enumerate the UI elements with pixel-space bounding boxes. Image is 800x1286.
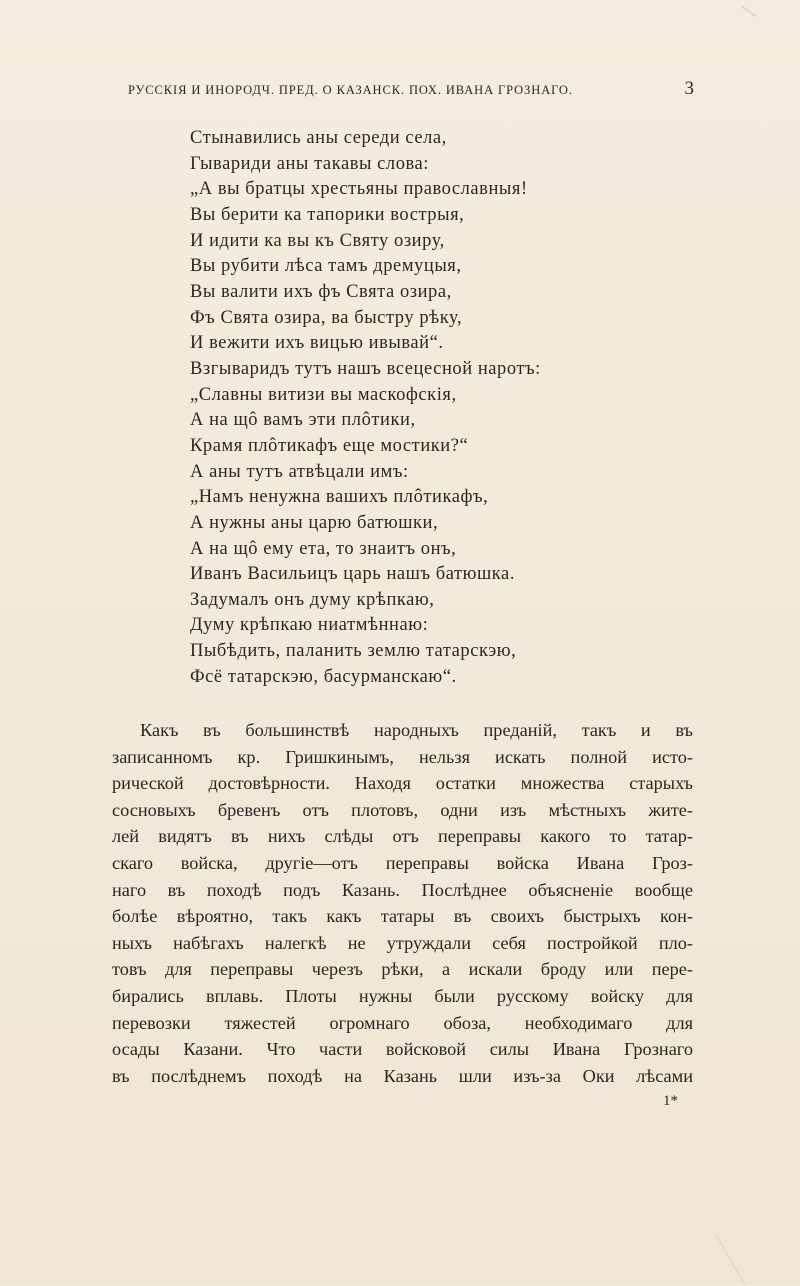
poem-line: Крамя плôтикафъ еще мостики?“ (190, 435, 469, 456)
prose-line: записанномъ кр. Гришкинымъ, нельзя искать полной исто- (112, 746, 693, 767)
prose-line: товъ для переправы черезъ рѣки, а искали броду или пере- (112, 959, 693, 980)
poem-line: Вы валити ихъ фъ Свята озира, (190, 281, 452, 302)
prose-line: рической достовѣрности. Находя остатки множества старыхъ (112, 773, 693, 794)
prose-line: бирались вплавь. Плоты нужны были русскому войску для (112, 985, 693, 1006)
poem-line: И идити ка вы къ Святу озиру, (190, 230, 445, 251)
poem-line: Иванъ Васильицъ царь нашъ батюшка. (190, 564, 515, 585)
printer-signature-mark: 1* (663, 1093, 678, 1109)
prose-paragraph (112, 717, 693, 1089)
poem-line: „А вы братцы хрестьяны православныя! (190, 179, 528, 200)
page-header (128, 80, 694, 102)
prose-line: перевозки тяжестей огромнаго обоза, необходимаго для (112, 1012, 693, 1033)
page-number: 3 (684, 78, 694, 99)
prose-line: болѣе вѣроятно, такъ какъ татары въ своихъ быстрыхъ кон- (112, 906, 693, 927)
poem-line: „Славны витизи вы маскофскія, (190, 384, 457, 405)
poem-line: А аны тутъ атвѣцали имъ: (190, 461, 409, 482)
poem-line: Задумалъ онъ думу крѣпкаю, (190, 589, 435, 610)
poem-line: А на щô вамъ эти плôтики, (190, 410, 416, 431)
poem-line: Фъ Свята озира, ва быстру рѣку, (190, 307, 463, 328)
poem-line: И вежити ихъ вицью ивывай“. (190, 333, 444, 354)
prose-line: сосновыхъ бревенъ отъ плотовъ, одни изъ мѣстныхъ жите- (112, 799, 693, 820)
poem-line: Пыбѣдить, паланить землю татарскэю, (190, 641, 517, 662)
running-title: РУССКІЯ И ИНОРОДЧ. ПРЕД. О КАЗАНСК. ПОХ. ИВАНА ГРОЗНАГО. (128, 83, 573, 97)
prose-line: скаго войска, другіе—отъ переправы войска Ивана Гроз- (112, 852, 693, 873)
paper-scratch (715, 1234, 746, 1286)
poem-line: Взгываридъ тутъ нашъ всецесной наротъ: (190, 358, 541, 379)
poem-line: А на щô ему ета, то знаитъ онъ, (190, 538, 457, 559)
poem-line: Вы рубити лѣса тамъ дремуцыя, (190, 256, 462, 277)
prose-line: Какъ въ большинствѣ народныхъ преданій, такъ и въ (140, 720, 693, 740)
poem-line: „Намъ ненужна вашихъ плôтикафъ, (190, 487, 489, 508)
prose-line: наго въ походѣ подъ Казань. Послѣднее объясненіе вообще (112, 879, 693, 900)
prose-line: въ послѣднемъ походѣ на Казань шли изъ-за Оки лѣсами (112, 1065, 693, 1086)
prose-line: лей видятъ въ нихъ слѣды отъ переправы какого то татар- (112, 826, 693, 847)
paper-scratch (741, 5, 756, 16)
poem-line: Гывариди аны такавы слова: (190, 153, 429, 174)
poem-line: Думу крѣпкаю ниатмѣннаю: (190, 615, 429, 636)
poem-line: А нужны аны царю батюшки, (190, 512, 439, 533)
prose-line: осады Казани. Что части войсковой силы Ивана Грознаго (112, 1039, 693, 1060)
poem-line: Фсё татарскэю, басурманскаю“. (190, 666, 457, 687)
prose-line: ныхъ набѣгахъ налегкѣ не утруждали себя постройкой пло- (112, 932, 693, 953)
poem-line: Вы берити ка тапорики вострыя, (190, 204, 465, 225)
poem-line: Стынавились аны середи села, (190, 128, 447, 148)
poem-block (190, 126, 650, 690)
